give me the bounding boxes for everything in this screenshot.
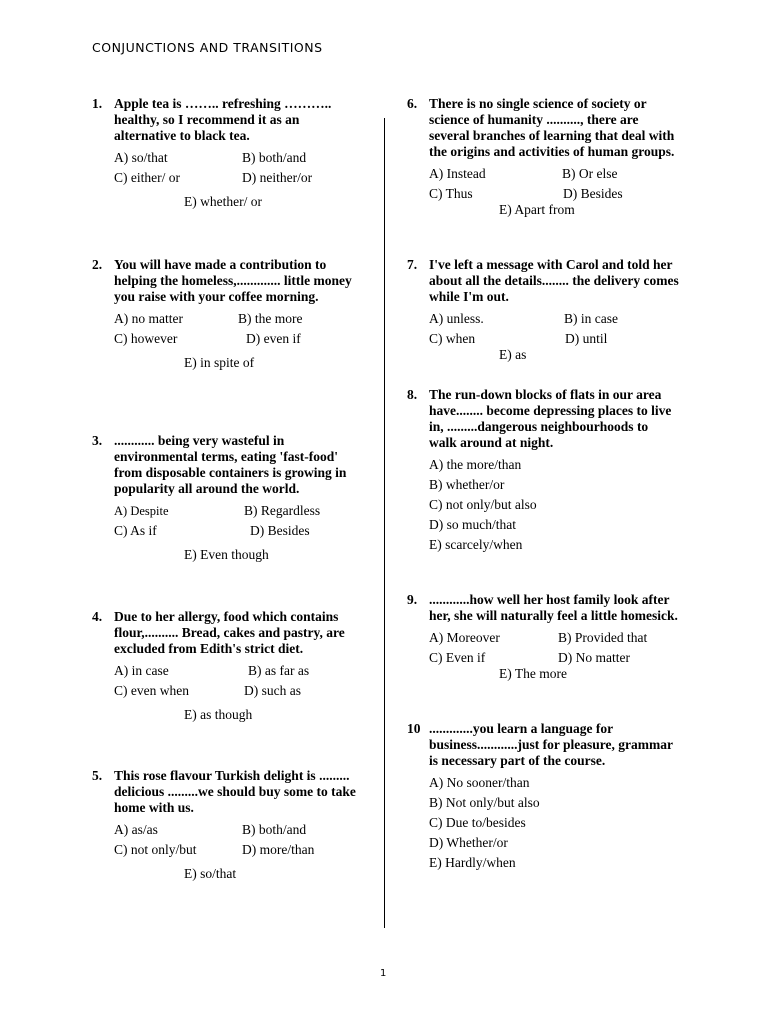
option-c[interactable]: C) however bbox=[114, 331, 178, 346]
option-b[interactable]: B) in case bbox=[564, 311, 618, 326]
option-d[interactable]: D) such as bbox=[244, 683, 301, 698]
option-b[interactable]: B) as far as bbox=[248, 663, 310, 678]
option-b[interactable]: B) whether/or bbox=[429, 477, 505, 492]
options bbox=[407, 628, 679, 684]
column-divider bbox=[384, 118, 385, 928]
option-a[interactable]: A) so/that bbox=[114, 150, 168, 165]
option-a[interactable]: A) in case bbox=[114, 663, 169, 678]
option-e[interactable]: E) whether/ or bbox=[184, 194, 262, 209]
options bbox=[407, 309, 679, 365]
question-7 bbox=[407, 257, 679, 365]
question-8 bbox=[407, 387, 679, 555]
options bbox=[407, 773, 679, 873]
option-b[interactable]: B) Not only/but also bbox=[429, 795, 540, 810]
question-number: 1. bbox=[92, 96, 103, 111]
option-c[interactable]: C) Even if bbox=[429, 650, 486, 665]
question-number: 7. bbox=[407, 257, 418, 272]
option-c[interactable]: C) Thus bbox=[429, 186, 473, 201]
option-a[interactable]: A) unless. bbox=[429, 311, 484, 326]
question-number: 10 bbox=[407, 721, 421, 736]
question-10 bbox=[407, 721, 679, 873]
question-text: .............you learn a language for business............just for pleasure, grammar is necessary part of the course. bbox=[429, 721, 673, 768]
option-a[interactable]: A) as/as bbox=[114, 822, 158, 837]
option-c[interactable]: C) when bbox=[429, 331, 476, 346]
option-c[interactable]: C) even when bbox=[114, 683, 189, 698]
page-number: 1 bbox=[380, 968, 387, 979]
option-b[interactable]: B) both/and bbox=[242, 822, 307, 837]
options bbox=[92, 820, 364, 884]
option-b[interactable]: B) Regardless bbox=[244, 503, 321, 518]
question-text: You will have made a contribution to helping the homeless,............. little money you raise with your coffee morning. bbox=[114, 257, 352, 304]
option-e[interactable]: E) scarcely/when bbox=[429, 537, 523, 552]
option-e[interactable]: E) in spite of bbox=[184, 355, 255, 370]
option-a[interactable]: A) no matter bbox=[114, 311, 183, 326]
question-number: 2. bbox=[92, 257, 103, 272]
option-d[interactable]: D) Whether/or bbox=[429, 835, 508, 850]
option-d[interactable]: D) even if bbox=[246, 331, 301, 346]
question-3 bbox=[92, 433, 364, 565]
options bbox=[92, 148, 364, 212]
question-6 bbox=[407, 96, 679, 220]
question-1 bbox=[92, 96, 364, 212]
question-number: 3. bbox=[92, 433, 103, 448]
question-9 bbox=[407, 592, 679, 684]
option-d[interactable]: D) so much/that bbox=[429, 517, 516, 532]
option-a[interactable]: A) Moreover bbox=[429, 630, 500, 645]
question-text: Apple tea is …….. refreshing ……….. healthy, so I recommend it as an alternative to black tea. bbox=[114, 96, 332, 143]
option-e[interactable]: E) Apart from bbox=[499, 202, 575, 217]
option-a[interactable]: A) No sooner/than bbox=[429, 775, 530, 790]
option-d[interactable]: D) until bbox=[565, 331, 608, 346]
option-c[interactable]: C) not only/but also bbox=[429, 497, 537, 512]
options bbox=[407, 455, 679, 555]
question-number: 8. bbox=[407, 387, 418, 402]
option-e[interactable]: E) as bbox=[499, 347, 527, 362]
option-c[interactable]: C) Due to/besides bbox=[429, 815, 526, 830]
question-text: ............how well her host family look after her, she will naturally feel a little homesick. bbox=[429, 592, 678, 623]
option-b[interactable]: B) the more bbox=[238, 311, 303, 326]
option-e[interactable]: E) The more bbox=[499, 666, 567, 681]
question-text: I've left a message with Carol and told her about all the details........ the delivery comes while I'm out. bbox=[429, 257, 679, 304]
option-e[interactable]: E) Hardly/when bbox=[429, 855, 516, 870]
question-text: The run-down blocks of flats in our area have........ become depressing places to live in, .........dangerous neighbourhoods to walk around at night. bbox=[429, 387, 672, 450]
question-number: 4. bbox=[92, 609, 103, 624]
question-5 bbox=[92, 768, 364, 884]
option-c[interactable]: C) As if bbox=[114, 523, 157, 538]
option-d[interactable]: D) No matter bbox=[558, 650, 630, 665]
option-a[interactable]: A) Instead bbox=[429, 166, 486, 181]
option-b[interactable]: B) Provided that bbox=[558, 630, 648, 645]
question-number: 9. bbox=[407, 592, 418, 607]
question-number: 5. bbox=[92, 768, 103, 783]
option-d[interactable]: D) Besides bbox=[250, 523, 310, 538]
option-e[interactable]: E) so/that bbox=[184, 866, 237, 881]
options bbox=[92, 501, 364, 565]
question-text: ............ being very wasteful in environmental terms, eating 'fast-food' from disposable containers is growing in popularity all around the world. bbox=[114, 433, 347, 496]
option-c[interactable]: C) not only/but bbox=[114, 842, 197, 857]
option-d[interactable]: D) neither/or bbox=[242, 170, 313, 185]
option-d[interactable]: D) more/than bbox=[242, 842, 315, 857]
question-text: Due to her allergy, food which contains flour,.......... Bread, cakes and pastry, are excluded from Edith's strict diet. bbox=[114, 609, 345, 656]
question-4 bbox=[92, 609, 364, 725]
page-title: CONJUNCTIONS AND TRANSITIONS bbox=[92, 40, 323, 55]
option-a[interactable]: A) Despite bbox=[114, 504, 169, 518]
options bbox=[407, 164, 679, 220]
option-e[interactable]: E) Even though bbox=[184, 547, 269, 562]
question-text: This rose flavour Turkish delight is ......... delicious .........we should buy some to take home with us. bbox=[114, 768, 356, 815]
option-d[interactable]: D) Besides bbox=[563, 186, 623, 201]
option-c[interactable]: C) either/ or bbox=[114, 170, 180, 185]
question-text: There is no single science of society or science of humanity .........., there are several branches of learning that deal with the origins and activities of human groups. bbox=[429, 96, 675, 159]
options bbox=[92, 661, 364, 725]
option-e[interactable]: E) as though bbox=[184, 707, 253, 722]
question-2 bbox=[92, 257, 364, 373]
option-b[interactable]: B) Or else bbox=[562, 166, 618, 181]
option-b[interactable]: B) both/and bbox=[242, 150, 307, 165]
question-number: 6. bbox=[407, 96, 418, 111]
options bbox=[92, 309, 364, 373]
option-a[interactable]: A) the more/than bbox=[429, 457, 522, 472]
